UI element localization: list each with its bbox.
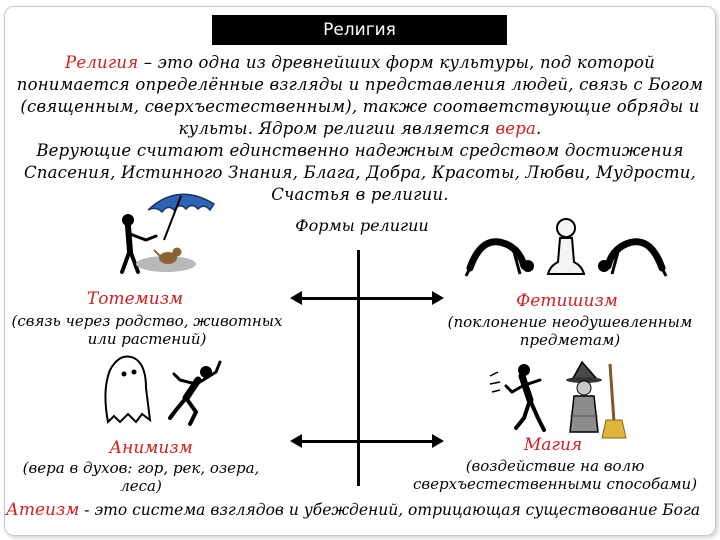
slide-title: Религия <box>212 15 507 45</box>
intro-text-2: . <box>536 119 542 138</box>
form-desc-magic: (воздействие на волю сверхъестественными способами) <box>412 457 698 493</box>
form-desc-animism: (вера в духов: гор, рек, озера, леса) <box>22 459 260 495</box>
term-atheism: Атеизм <box>6 500 80 520</box>
figures-bowing-to-chess-pawn-icon <box>462 216 670 282</box>
form-name-animism: Анимизм <box>109 438 193 458</box>
intro-paragraph <box>8 52 712 206</box>
form-name-totemism: Тотемизм <box>86 289 184 309</box>
top-double-arrow <box>300 297 434 300</box>
term-religion: Религия <box>65 53 139 72</box>
ghost-and-frightened-man-icon <box>100 350 230 430</box>
atheism-definition <box>6 500 716 520</box>
intro-text-3: Верующие считают единственно надежным средством достижения Спасения, Истинного Знания, Блага, Добра, Красоты, Любви, Мудрости, Счастья в религии. <box>23 141 696 204</box>
core-word: вера <box>495 119 537 138</box>
form-desc-fetishism: (поклонение неодушевленным предметам) <box>447 313 693 349</box>
bottom-double-arrow <box>300 440 434 443</box>
form-name-fetishism: Фетишизм <box>516 291 618 311</box>
center-vertical-line <box>357 250 360 486</box>
form-name-magic: Магия <box>523 435 583 455</box>
man-with-umbrella-and-dog-icon <box>108 190 218 282</box>
form-desc-totemism: (связь через родство, животных или растений) <box>11 312 283 348</box>
intro-text-1: – это одна из древнейших форм культуры, под которой понимается определённые взгляды и представления людей, связь с Богом (священным, сверхъестественным), также соответствующие обряды и культы. Ядром религии является <box>16 53 704 138</box>
atheism-text: - это система взглядов и убеждений, отрицающая существование Бога <box>79 501 701 519</box>
forms-label: Формы религии <box>295 216 429 235</box>
witch-and-dizzy-man-icon <box>486 356 630 440</box>
